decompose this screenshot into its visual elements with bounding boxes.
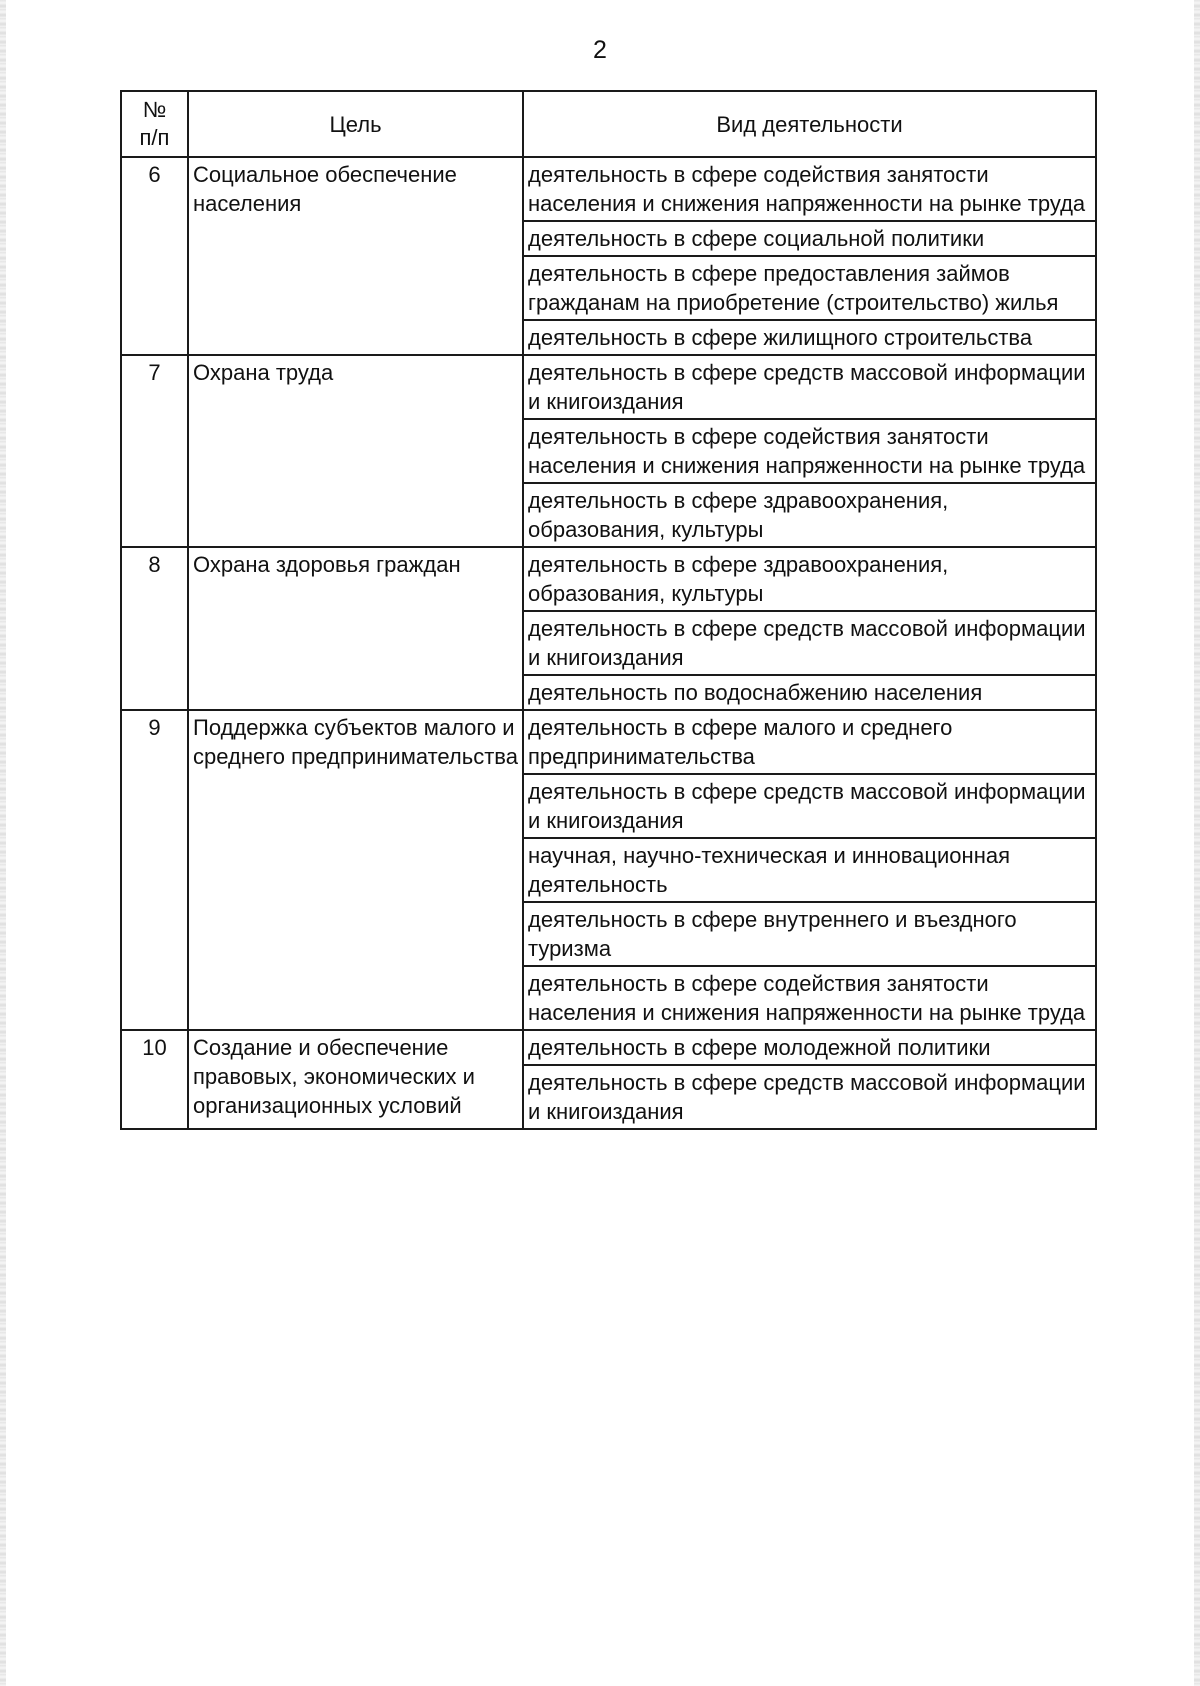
header-number [121, 91, 188, 157]
header-activity: Вид деятельности [523, 91, 1096, 157]
table-row [121, 157, 1096, 221]
table-row [121, 355, 1096, 419]
table-header-row [121, 91, 1096, 157]
table-row [121, 710, 1096, 774]
table-row [121, 1030, 1096, 1065]
table-row [121, 547, 1096, 611]
activity-cell: деятельность в сфере молодежной политики [523, 1030, 1096, 1065]
table-header [121, 91, 1096, 157]
page-number: 2 [593, 36, 607, 64]
activity-cell: деятельность в сфере здравоохранения, образования, культуры [523, 547, 1096, 611]
table-body [121, 157, 1096, 1129]
goal-cell: Социальное обеспечение населения [188, 157, 523, 355]
goal-cell: Поддержка субъектов малого и среднего предпринимательства [188, 710, 523, 1030]
activity-cell: деятельность в сфере здравоохранения, образования, культуры [523, 483, 1096, 547]
activity-cell: деятельность по водоснабжению населения [523, 675, 1096, 710]
activity-cell: деятельность в сфере малого и среднего предпринимательства [523, 710, 1096, 774]
header-goal: Цель [188, 91, 523, 157]
row-number-cell: 10 [121, 1030, 188, 1129]
scan-edge-right [1194, 0, 1200, 1686]
activities-table [120, 90, 1097, 1130]
goal-cell: Создание и обеспечение правовых, экономических и организационных условий [188, 1030, 523, 1129]
scan-edge-left [0, 0, 6, 1686]
activity-cell: научная, научно-техническая и инновационная деятельность [523, 838, 1096, 902]
row-number-cell: 7 [121, 355, 188, 547]
goal-cell: Охрана здоровья граждан [188, 547, 523, 710]
activity-cell: деятельность в сфере предоставления займов гражданам на приобретение (строительство) жилья [523, 256, 1096, 320]
activity-cell: деятельность в сфере содействия занятости населения и снижения напряженности на рынке труда [523, 966, 1096, 1030]
activity-cell: деятельность в сфере средств массовой информации и книгоиздания [523, 774, 1096, 838]
activity-cell: деятельность в сфере средств массовой информации и книгоиздания [523, 355, 1096, 419]
activity-cell: деятельность в сфере содействия занятости населения и снижения напряженности на рынке труда [523, 419, 1096, 483]
row-number-cell: 6 [121, 157, 188, 355]
activity-cell: деятельность в сфере средств массовой информации и книгоиздания [523, 1065, 1096, 1129]
header-number-abbr: п/п [139, 125, 170, 150]
activity-cell: деятельность в сфере социальной политики [523, 221, 1096, 256]
activity-cell: деятельность в сфере средств массовой информации и книгоиздания [523, 611, 1096, 675]
activity-cell: деятельность в сфере внутреннего и въездного туризма [523, 902, 1096, 966]
activity-cell: деятельность в сфере содействия занятости населения и снижения напряженности на рынке труда [523, 157, 1096, 221]
header-number-symbol: № [142, 97, 167, 122]
row-number-cell: 8 [121, 547, 188, 710]
activity-cell: деятельность в сфере жилищного строительства [523, 320, 1096, 355]
row-number-cell: 9 [121, 710, 188, 1030]
goal-cell: Охрана труда [188, 355, 523, 547]
